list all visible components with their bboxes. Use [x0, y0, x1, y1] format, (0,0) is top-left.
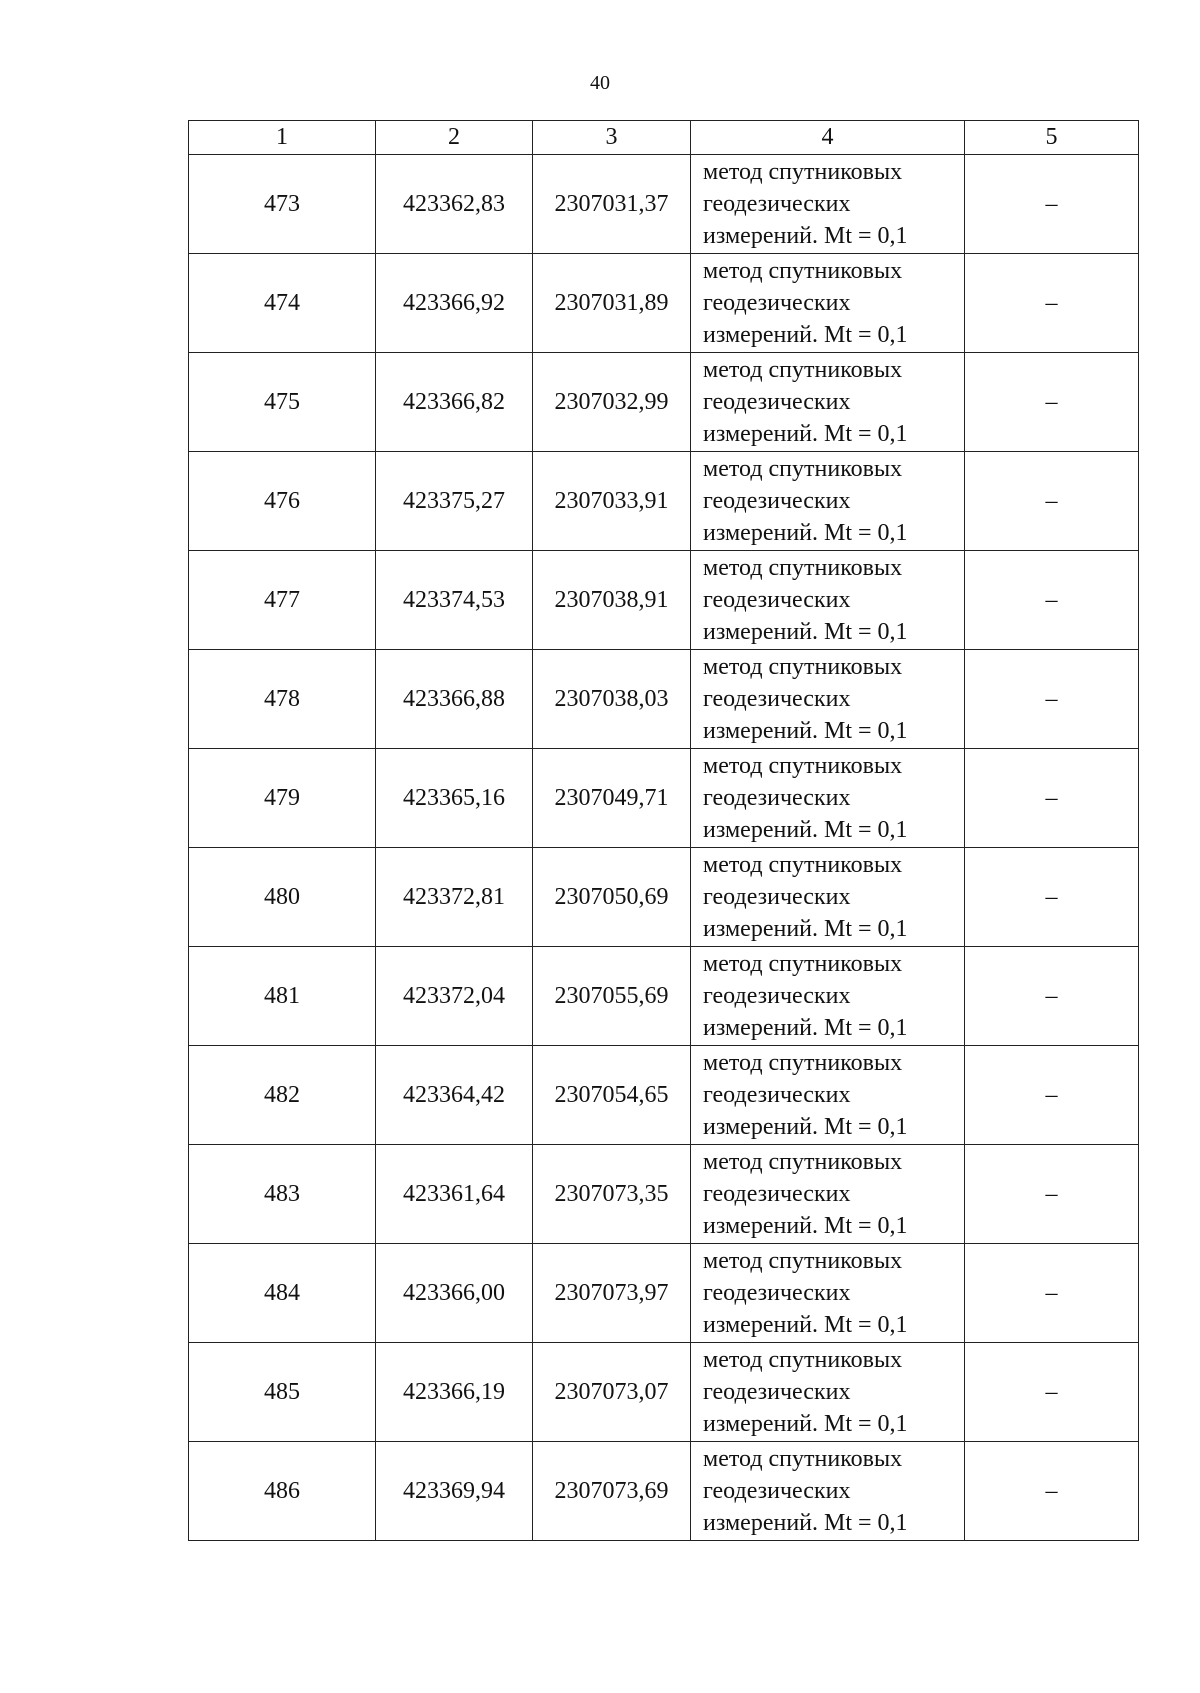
- point-number-cell: 483: [189, 1145, 376, 1244]
- method-cell: метод спутниковых геодезических измерений. Mt = 0,1: [691, 551, 965, 650]
- y-coordinate-cell: 2307073,35: [533, 1145, 691, 1244]
- header-col-4: 4: [691, 121, 965, 155]
- method-cell: метод спутниковых геодезических измерений. Mt = 0,1: [691, 155, 965, 254]
- table-row: [189, 1244, 1139, 1343]
- method-cell: метод спутниковых геодезических измерений. Mt = 0,1: [691, 1145, 965, 1244]
- note-cell: –: [965, 155, 1139, 254]
- y-coordinate-cell: 2307038,91: [533, 551, 691, 650]
- x-coordinate-cell: 423375,27: [376, 452, 533, 551]
- method-cell: метод спутниковых геодезических измерений. Mt = 0,1: [691, 452, 965, 551]
- note-cell: –: [965, 353, 1139, 452]
- point-number-cell: 474: [189, 254, 376, 353]
- header-col-1: 1: [189, 121, 376, 155]
- header-col-3: 3: [533, 121, 691, 155]
- y-coordinate-cell: 2307073,07: [533, 1343, 691, 1442]
- y-coordinate-cell: 2307031,37: [533, 155, 691, 254]
- point-number-cell: 485: [189, 1343, 376, 1442]
- table-row: [189, 1343, 1139, 1442]
- x-coordinate-cell: 423362,83: [376, 155, 533, 254]
- method-cell: метод спутниковых геодезических измерений. Mt = 0,1: [691, 254, 965, 353]
- point-number-cell: 478: [189, 650, 376, 749]
- y-coordinate-cell: 2307049,71: [533, 749, 691, 848]
- x-coordinate-cell: 423372,04: [376, 947, 533, 1046]
- method-cell: метод спутниковых геодезических измерений. Mt = 0,1: [691, 749, 965, 848]
- method-cell: метод спутниковых геодезических измерений. Mt = 0,1: [691, 650, 965, 749]
- table-row: [189, 947, 1139, 1046]
- table-row: [189, 551, 1139, 650]
- y-coordinate-cell: 2307054,65: [533, 1046, 691, 1145]
- y-coordinate-cell: 2307055,69: [533, 947, 691, 1046]
- y-coordinate-cell: 2307031,89: [533, 254, 691, 353]
- point-number-cell: 482: [189, 1046, 376, 1145]
- y-coordinate-cell: 2307073,69: [533, 1442, 691, 1541]
- method-cell: метод спутниковых геодезических измерений. Mt = 0,1: [691, 947, 965, 1046]
- method-cell: метод спутниковых геодезических измерений. Mt = 0,1: [691, 1046, 965, 1145]
- method-cell: метод спутниковых геодезических измерений. Mt = 0,1: [691, 848, 965, 947]
- point-number-cell: 481: [189, 947, 376, 1046]
- point-number-cell: 479: [189, 749, 376, 848]
- note-cell: –: [965, 650, 1139, 749]
- table-row: [189, 848, 1139, 947]
- header-col-5: 5: [965, 121, 1139, 155]
- table-row: [189, 155, 1139, 254]
- note-cell: –: [965, 947, 1139, 1046]
- page-number: 40: [590, 72, 610, 94]
- method-cell: метод спутниковых геодезических измерений. Mt = 0,1: [691, 1343, 965, 1442]
- x-coordinate-cell: 423366,92: [376, 254, 533, 353]
- y-coordinate-cell: 2307033,91: [533, 452, 691, 551]
- point-number-cell: 475: [189, 353, 376, 452]
- method-cell: метод спутниковых геодезических измерений. Mt = 0,1: [691, 353, 965, 452]
- coordinates-table: [188, 120, 1139, 1541]
- table-row: [189, 353, 1139, 452]
- table-row: [189, 650, 1139, 749]
- y-coordinate-cell: 2307032,99: [533, 353, 691, 452]
- point-number-cell: 486: [189, 1442, 376, 1541]
- x-coordinate-cell: 423366,00: [376, 1244, 533, 1343]
- x-coordinate-cell: 423372,81: [376, 848, 533, 947]
- note-cell: –: [965, 452, 1139, 551]
- table-row: [189, 749, 1139, 848]
- x-coordinate-cell: 423366,88: [376, 650, 533, 749]
- y-coordinate-cell: 2307038,03: [533, 650, 691, 749]
- y-coordinate-cell: 2307073,97: [533, 1244, 691, 1343]
- x-coordinate-cell: 423366,19: [376, 1343, 533, 1442]
- table-header-row: [189, 121, 1139, 155]
- point-number-cell: 473: [189, 155, 376, 254]
- note-cell: –: [965, 1145, 1139, 1244]
- point-number-cell: 484: [189, 1244, 376, 1343]
- note-cell: –: [965, 254, 1139, 353]
- method-cell: метод спутниковых геодезических измерений. Mt = 0,1: [691, 1244, 965, 1343]
- note-cell: –: [965, 1046, 1139, 1145]
- y-coordinate-cell: 2307050,69: [533, 848, 691, 947]
- point-number-cell: 477: [189, 551, 376, 650]
- note-cell: –: [965, 1244, 1139, 1343]
- x-coordinate-cell: 423365,16: [376, 749, 533, 848]
- note-cell: –: [965, 551, 1139, 650]
- method-cell: метод спутниковых геодезических измерений. Mt = 0,1: [691, 1442, 965, 1541]
- point-number-cell: 480: [189, 848, 376, 947]
- x-coordinate-cell: 423366,82: [376, 353, 533, 452]
- note-cell: –: [965, 1343, 1139, 1442]
- x-coordinate-cell: 423364,42: [376, 1046, 533, 1145]
- table-row: [189, 254, 1139, 353]
- header-col-2: 2: [376, 121, 533, 155]
- x-coordinate-cell: 423361,64: [376, 1145, 533, 1244]
- table-row: [189, 1145, 1139, 1244]
- x-coordinate-cell: 423374,53: [376, 551, 533, 650]
- point-number-cell: 476: [189, 452, 376, 551]
- table-row: [189, 452, 1139, 551]
- note-cell: –: [965, 1442, 1139, 1541]
- table-row: [189, 1046, 1139, 1145]
- note-cell: –: [965, 848, 1139, 947]
- x-coordinate-cell: 423369,94: [376, 1442, 533, 1541]
- table-row: [189, 1442, 1139, 1541]
- note-cell: –: [965, 749, 1139, 848]
